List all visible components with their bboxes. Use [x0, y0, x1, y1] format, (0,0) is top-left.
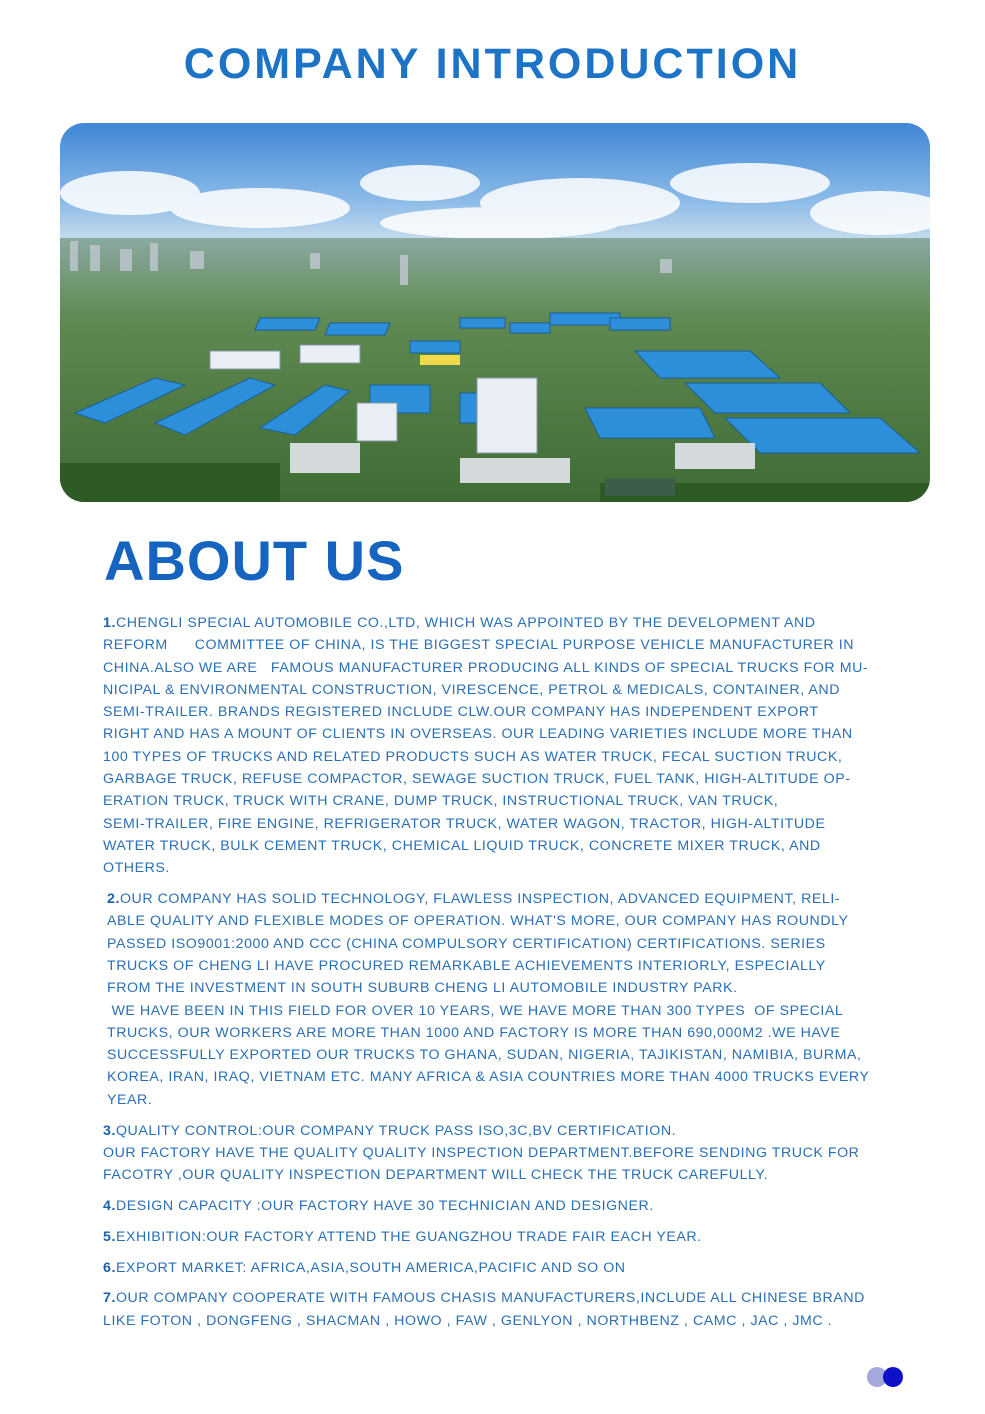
- paragraph-text: CHINA.ALSO WE ARE FAMOUS MANUFACTURER PRODUCING ALL KINDS OF SPECIAL TRUCKS FOR MU-: [103, 659, 869, 676]
- paragraph-text: 100 TYPES OF TRUCKS AND RELATED PRODUCTS SUCH AS WATER TRUCK, FECAL SUCTION TRUCK,: [103, 748, 843, 765]
- paragraph-line: [103, 813, 903, 835]
- paragraph-text: CHENGLI SPECIAL AUTOMOBILE CO.,LTD, WHICH WAS APPOINTED BY THE DEVELOPMENT AND: [115, 615, 816, 631]
- paragraph-number: 5.: [103, 1228, 116, 1245]
- paragraph-text: LIKE FOTON , DONGFENG , SHACMAN , HOWO , FAW , GENLYON , NORTHBENZ , CAMC , JAC , JMC .: [103, 1312, 833, 1329]
- paragraph-text: PASSED ISO9001:2000 AND CCC (CHINA COMPULSORY CERTIFICATION) CERTIFICATIONS. SERIES: [107, 935, 826, 952]
- paragraph-line: [103, 634, 903, 656]
- paragraph-text: FACOTRY ,OUR QUALITY INSPECTION DEPARTMENT WILL CHECK THE TRUCK CAREFULLY.: [103, 1167, 769, 1184]
- about-paragraph-2: [103, 888, 903, 1111]
- paragraph-line: [103, 790, 903, 812]
- paragraph-number: 7.: [103, 1290, 116, 1307]
- paragraph-number: 4.: [103, 1197, 116, 1214]
- paragraph-text: EXHIBITION:OUR FACTORY ATTEND THE GUANGZHOU TRADE FAIR EACH YEAR.: [115, 1228, 702, 1245]
- about-paragraph-5: [103, 1226, 903, 1248]
- paragraph-text: SUCCESSFULLY EXPORTED OUR TRUCKS TO GHANA, SUDAN, NIGERIA, TAJIKISTAN, NAMIBIA, BURMA,: [107, 1047, 862, 1064]
- paragraph-text: TRUCKS, OUR WORKERS ARE MORE THAN 1000 AND FACTORY IS MORE THAN 690,000M2 .WE HAVE: [107, 1024, 841, 1041]
- paragraph-line: [103, 612, 903, 634]
- paragraph-line: [107, 910, 903, 932]
- paragraph-line: [103, 768, 903, 790]
- paragraph-line: [107, 1022, 903, 1044]
- about-paragraph-7: [103, 1287, 903, 1332]
- paragraph-text: WATER TRUCK, BULK CEMENT TRUCK, CHEMICAL LIQUID TRUCK, CONCRETE MIXER TRUCK, AND: [103, 837, 821, 854]
- paragraph-text: RIGHT AND HAS A MOUNT OF CLIENTS IN OVERSEAS. OUR LEADING VARIETIES INCLUDE MORE THAN: [103, 726, 853, 743]
- paragraph-number: 1.: [103, 615, 116, 631]
- paragraph-text: OUR COMPANY COOPERATE WITH FAMOUS CHASIS MANUFACTURERS,INCLUDE ALL CHINESE BRAND: [115, 1290, 865, 1307]
- paragraph-line: [107, 888, 903, 910]
- pagination-dots[interactable]: [867, 1365, 907, 1389]
- paragraph-line: [107, 1089, 903, 1111]
- paragraph-number: 2.: [107, 891, 120, 908]
- paragraph-line: [103, 679, 903, 701]
- paragraph-text: FROM THE INVESTMENT IN SOUTH SUBURB CHENG LI AUTOMOBILE INDUSTRY PARK.: [107, 980, 738, 997]
- paragraph-line: [107, 977, 903, 999]
- paragraph-text: ABLE QUALITY AND FLEXIBLE MODES OF OPERATION. WHAT'S MORE, OUR COMPANY HAS ROUNDLY: [107, 913, 849, 930]
- paragraph-line: [107, 1000, 903, 1022]
- paragraph-line: [103, 657, 903, 679]
- paragraph-line: [103, 857, 903, 879]
- paragraph-text: SEMI-TRAILER, FIRE ENGINE, REFRIGERATOR TRUCK, WATER WAGON, TRACTOR, HIGH-ALTITUDE: [103, 815, 826, 832]
- paragraph-number: 3.: [103, 1122, 116, 1139]
- paragraph-text: OUR COMPANY HAS SOLID TECHNOLOGY, FLAWLESS INSPECTION, ADVANCED EQUIPMENT, RELI-: [119, 891, 841, 908]
- paragraph-line: [103, 1164, 903, 1186]
- paragraph-line: [103, 1226, 903, 1248]
- about-paragraph-4: [103, 1195, 903, 1217]
- about-paragraph-3: [103, 1120, 903, 1187]
- paragraph-text: OTHERS.: [103, 860, 170, 877]
- about-paragraph-6: [103, 1257, 903, 1279]
- factory-aerial-photo: [60, 123, 930, 502]
- paragraph-line: [107, 1066, 903, 1088]
- paragraph-line: [103, 1310, 903, 1332]
- paragraph-line: [103, 723, 903, 745]
- paragraph-text: OUR FACTORY HAVE THE QUALITY QUALITY INSPECTION DEPARTMENT.BEFORE SENDING TRUCK FOR: [103, 1144, 860, 1161]
- paragraph-text: ERATION TRUCK, TRUCK WITH CRANE, DUMP TRUCK, INSTRUCTIONAL TRUCK, VAN TRUCK,: [103, 793, 779, 810]
- paragraph-line: [107, 955, 903, 977]
- paragraph-text: KOREA, IRAN, IRAQ, VIETNAM ETC. MANY AFRICA & ASIA COUNTRIES MORE THAN 4000 TRUCKS EVERY: [107, 1069, 870, 1086]
- paragraph-line: [107, 1044, 903, 1066]
- paragraph-line: [103, 1257, 903, 1279]
- about-paragraph-1: [103, 612, 903, 880]
- about-us-heading: ABOUT US: [104, 529, 405, 592]
- paragraph-text: GARBAGE TRUCK, REFUSE COMPACTOR, SEWAGE SUCTION TRUCK, FUEL TANK, HIGH-ALTITUDE OP-: [103, 771, 851, 788]
- paragraph-text: DESIGN CAPACITY :OUR FACTORY HAVE 30 TECHNICIAN AND DESIGNER.: [115, 1197, 654, 1214]
- paragraph-text: QUALITY CONTROL:OUR COMPANY TRUCK PASS ISO,3C,BV CERTIFICATION.: [115, 1122, 677, 1139]
- paragraph-text: EXPORT MARKET: AFRICA,ASIA,SOUTH AMERICA,PACIFIC AND SO ON: [115, 1259, 626, 1276]
- paragraph-line: [103, 1195, 903, 1217]
- paragraph-text: REFORM COMMITTEE OF CHINA, IS THE BIGGEST SPECIAL PURPOSE VEHICLE MANUFACTURER IN: [103, 637, 854, 654]
- about-us-body: [103, 612, 903, 1340]
- paragraph-text: TRUCKS OF CHENG LI HAVE PROCURED REMARKABLE ACHIEVEMENTS INTERIORLY, ESPECIALLY: [107, 957, 826, 974]
- paragraph-line: [103, 746, 903, 768]
- paragraph-line: [103, 1120, 903, 1142]
- paragraph-text: NICIPAL & ENVIRONMENTAL CONSTRUCTION, VIRESCENCE, PETROL & MEDICALS, CONTAINER, AND: [103, 681, 840, 698]
- page-title: COMPANY INTRODUCTION: [183, 40, 802, 88]
- paragraph-line: [107, 933, 903, 955]
- paragraph-text: SEMI-TRAILER. BRANDS REGISTERED INCLUDE CLW.OUR COMPANY HAS INDEPENDENT EXPORT: [103, 704, 819, 721]
- paragraph-text: WE HAVE BEEN IN THIS FIELD FOR OVER 10 YEARS, WE HAVE MORE THAN 300 TYPES OF SPECIAL: [107, 1002, 844, 1019]
- paragraph-text: YEAR.: [107, 1091, 153, 1108]
- pagination-dot-2-active[interactable]: [883, 1367, 903, 1387]
- paragraph-line: [103, 1142, 903, 1164]
- paragraph-number: 6.: [103, 1259, 116, 1276]
- paragraph-line: [103, 701, 903, 723]
- paragraph-line: [103, 1287, 903, 1309]
- paragraph-line: [103, 835, 903, 857]
